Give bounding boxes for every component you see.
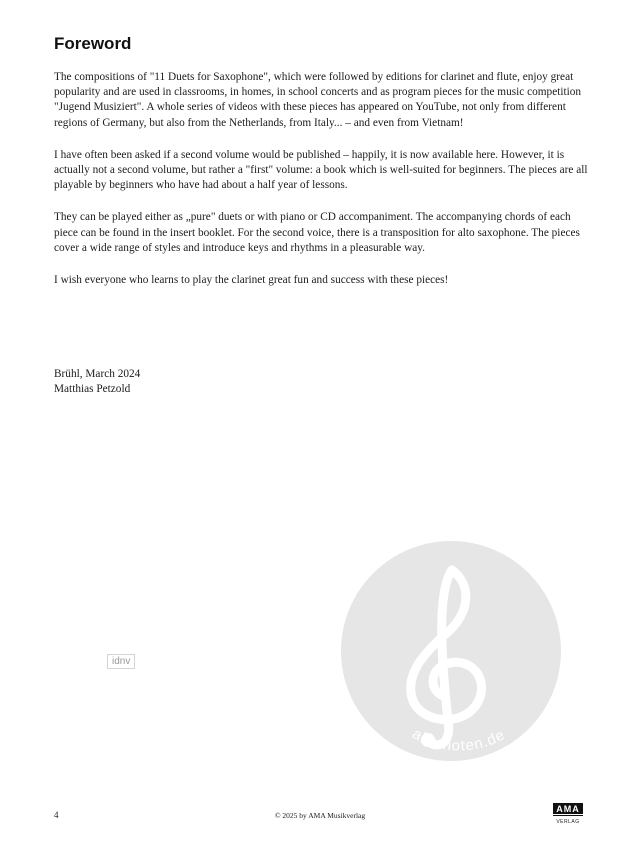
copyright-line: © 2025 by AMA Musikverlag [274, 811, 366, 820]
idnv-stamp: idnv [107, 654, 135, 669]
paragraph: I wish everyone who learns to play the clarinet great fun and success with these pieces! [54, 274, 449, 287]
watermark-text: alle-noten.de [409, 725, 509, 755]
page-number: 4 [54, 810, 59, 820]
page-title: Foreword [54, 34, 132, 53]
paragraph: I have often been asked if a second volume would be published – happily, it is now available here. However, it is actually not a second volume, but rather a "first" volume: a book which is well-suited for beginners. The pieces are all playable by beginners who have had about a half year of lessons. [54, 148, 588, 192]
author-name: Matthias Petzold [54, 383, 131, 396]
signature-block [54, 367, 140, 397]
place-date: Brühl, March 2024 [54, 368, 141, 380]
paragraph: They can be played either as „pure" duets or with piano or CD accompaniment. The accompanying chords of each piece can be found in the insert booklet. For the second voice, there is a transposition for alto saxophone. The pieces cover a wide range of styles and introduce keys and rhythms in a pleasurable way. [54, 211, 580, 254]
foreword-body [54, 70, 590, 305]
logo-text: AMA [556, 804, 580, 814]
logo-subtext: VERLAG [556, 819, 580, 825]
paragraph: The compositions of "11 Duets for Saxophone", which were followed by editions for clarinet and flute, enjoy great popularity and are used in classrooms, in homes, in school concerts and as program pieces for the music competition "Jugend Musiziert". A whole series of videos with these pieces has appeared on YouTube, not only from different regions of Germany, but also from the Netherlands, from Italy... – and even from Vietnam! [54, 71, 582, 129]
watermark [340, 540, 562, 762]
publisher-logo [553, 803, 583, 825]
